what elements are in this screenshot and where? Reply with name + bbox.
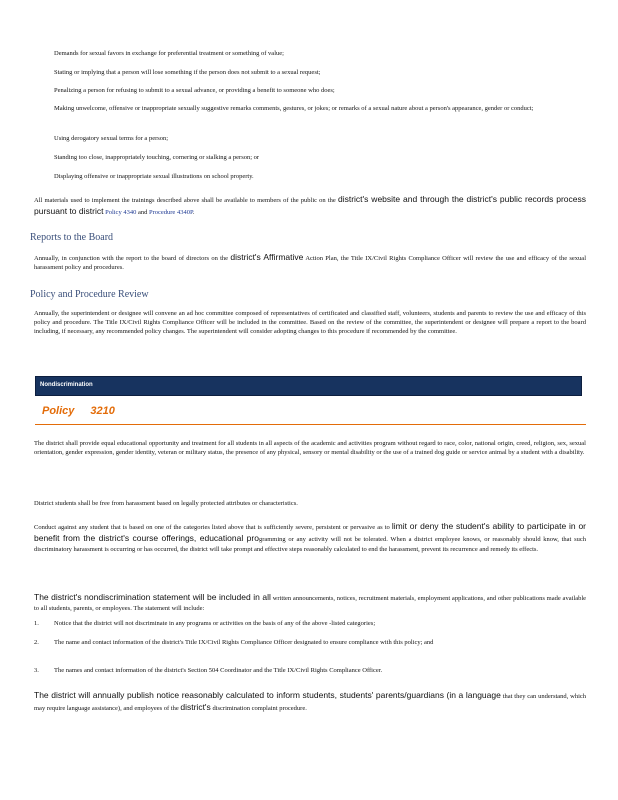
- section-heading-reports: Reports to the Board: [30, 232, 114, 243]
- bullet-item: Standing too close, inappropriately touching, cornering or stalking a person; or: [54, 154, 260, 161]
- harassment-paragraph: District students shall be free from harassment based on legally protected attributes or characteristics.: [34, 500, 298, 507]
- nondiscrimination-paragraph: The district shall provide equal educational opportunity and treatment for all students in all aspects of the academic and activities program without regard to race, color, national origin, creed, religion, sex, sexual orientation, gender expression, gender identity, veteran or military status, the presence of any physical, sensory or mental disability or the use of a trained dog guide or service animal by a student with a disability.: [34, 440, 586, 456]
- bullet-item: Making unwelcome, offensive or inappropriate sexually suggestive remarks comments, gestures, or jokes; or remarks of a sexual nature about a person's appearance, gender or conduct;: [54, 105, 534, 112]
- statement-paragraph: The district's nondiscrimination statement will be included in all written announcements, notices, recruitment materials, employment applications, and other publications made available to all students, parents, or employees. The statement will include:: [34, 592, 587, 612]
- conduct-paragraph: Conduct against any student that is based on one of the categories listed above that is sufficiently severe, persistent or pervasive as to limit or deny the student's ability to participate in or benefit from the district's course offerings, educational programming or any activity will not be tolerated. When a district employee knows, or reasonably should know, that such discriminatory harassment is occurring or has occurred, the district will take prompt and effective steps reasonably calculated to end the harassment, prevent its recurrence and remedy its effects.: [34, 521, 587, 553]
- numbered-item: 2. The name and contact information of the district's Title IX/Civil Rights Compliance Officer designated to ensure compliance with this policy; and: [34, 639, 434, 646]
- section-heading-review: Policy and Procedure Review: [30, 289, 149, 300]
- bullet-item: Displaying offensive or inappropriate sexual illustrations on school property.: [54, 173, 254, 180]
- policy-4340-link[interactable]: Policy 4340: [105, 209, 137, 216]
- bullet-item: Stating or implying that a person will lose something if the person does not submit to a sexual request;: [54, 69, 321, 76]
- numbered-item: 1. Notice that the district will not discriminate in any programs or activities on the basis of any of the above -listed categories;: [34, 620, 376, 627]
- section-banner: [35, 376, 582, 396]
- numbered-item: 3. The names and contact information of the district's Section 504 Coordinator and the Title IX/Civil Rights Compliance Officer.: [34, 667, 383, 674]
- section-banner-title: Nondiscrimination: [40, 382, 93, 388]
- heading-divider: [35, 424, 586, 425]
- policy-number-heading: Policy 3210: [42, 405, 115, 417]
- bullet-item: Using derogatory sexual terms for a person;: [54, 135, 169, 142]
- procedure-4340p-link[interactable]: Procedure 4340P: [148, 209, 193, 216]
- bullet-item: Penalizing a person for refusing to submit to a sexual advance, or providing a benefit to someone who does;: [54, 87, 335, 94]
- reports-paragraph: Annually, in conjunction with the report to the board of directors on the district's Affirmative Action Plan, the Title IX/Civil Rights Compliance Officer will review the use and efficacy of the sexual harassment policy and procedures.: [34, 252, 587, 271]
- annual-notice-paragraph: The district will annually publish notice reasonably calculated to inform students, students' parents/guardians (in a language that they can understand, which may require language assistance), and employees of the district's discrimination complaint procedure.: [34, 690, 587, 712]
- bullet-item: Demands for sexual favors in exchange for preferential treatment or something of value;: [54, 50, 284, 57]
- materials-paragraph: All materials used to implement the trainings described above shall be available to members of the public on the district's website and through the district's public records process pursuant to district Policy 4340 and Procedure 4340P.: [34, 194, 587, 216]
- review-paragraph: Annually, the superintendent or designee will convene an ad hoc committee composed of representatives of certificated and classified staff, volunteers, students and parents to review the use and efficacy of this policy and procedure. The Title IX/Civil Rights Compliance Officer will be included in the committee. Based on the review of the committee, the superintendent or designee will prepare a report to the board including, if necessary, any recommended policy changes. The superintendent will consider adopting changes to this procedure if recommended by the committee.: [34, 310, 586, 335]
